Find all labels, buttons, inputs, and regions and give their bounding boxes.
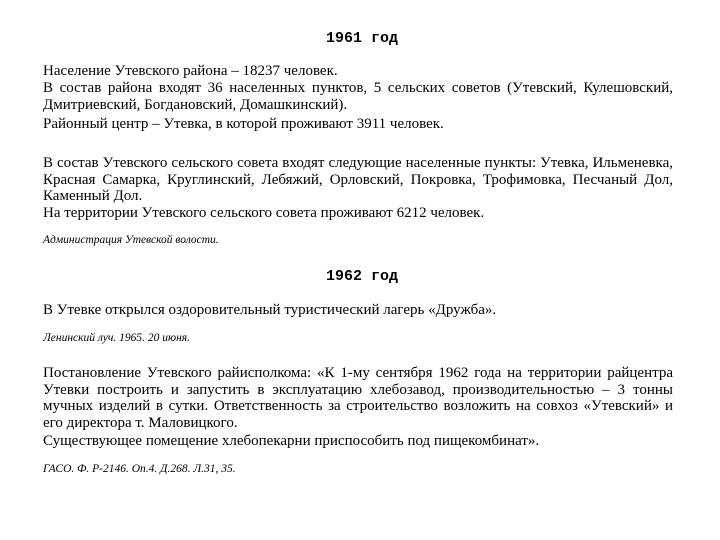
- council-population-text: На территории Утевского сельского совета проживают 6212 человек.: [43, 205, 485, 221]
- source-newspaper: Ленинский луч. 1965. 20 июня.: [43, 332, 191, 344]
- resolution-text: Постановление Утевского райисполкома: «К 1-му сентября 1962 года на территории райцентра Утевки построить и запустить в эксплуатацию хлебозавод, производительностью – 3 тонны мучных изделий в сутки. Ответственность за строительство возложить на совхоз «Утевский» и его директора т. Маловицкого.: [43, 365, 673, 431]
- camp-text: В Утевке открылся оздоровительный туристический лагерь «Дружба».: [43, 302, 497, 318]
- heading-1961: 1961 год: [325, 30, 398, 47]
- district-composition-text: В состав района входят 36 населенных пунктов, 5 сельских советов (Утевский, Кулешовский, Дмитриевский, Богдановский, Домашкинский).: [43, 80, 673, 113]
- source-archive: ГАСО. Ф. Р-2146. Оп.4. Д.268. Л.31, 35.: [43, 463, 236, 475]
- district-population-text: Население Утевского района – 18237 человек.: [43, 63, 338, 79]
- resolution-text-continued: Существующее помещение хлебопекарни приспособить под пищекомбинат».: [43, 433, 540, 449]
- council-composition-text: В состав Утевского сельского совета входят следующие населенные пункты: Утевка, Ильменевка, Красная Самарка, Круглинский, Лебяжий, Орловский, Покровка, Трофимовка, Песчаный Дол, Каменный Дол.: [43, 155, 673, 204]
- heading-1962: 1962 год: [325, 268, 398, 285]
- source-administration: Администрация Утевской волости.: [43, 234, 219, 246]
- district-center-text: Районный центр – Утевка, в которой проживают 3911 человек.: [43, 116, 444, 132]
